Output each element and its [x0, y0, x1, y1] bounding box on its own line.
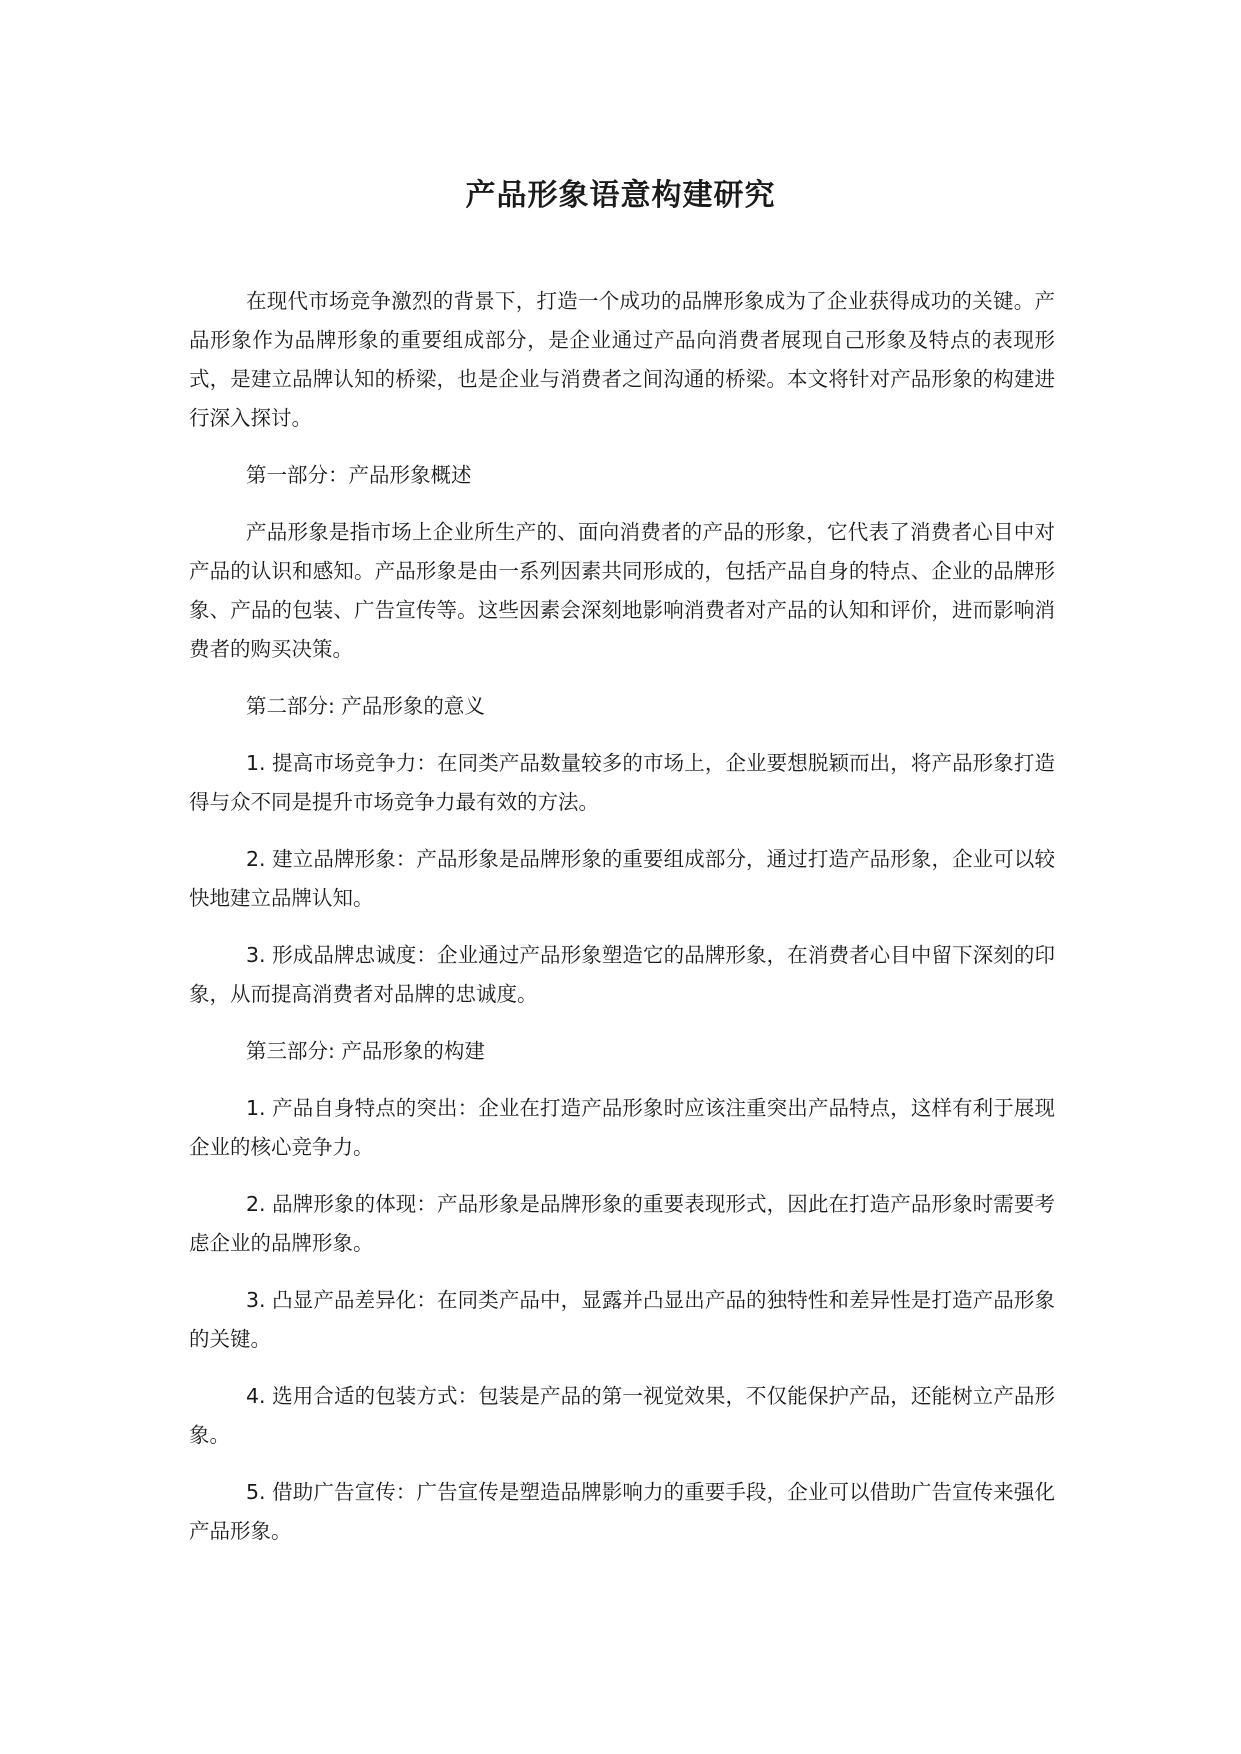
construction-item-1: 1. 产品自身特点的突出：企业在打造产品形象时应该注重突出产品特点，这样有利于展现企业的核心竞争力。 — [189, 1096, 1055, 1159]
section-heading-1: 第一部分：产品形象概述 — [246, 463, 472, 487]
document-title: 产品形象语意构建研究 — [465, 178, 776, 213]
intro-paragraph: 在现代市场竞争激烈的背景下，打造一个成功的品牌形象成为了企业获得成功的关键。产品形象作为品牌形象的重要组成部分，是企业通过产品向消费者展现自己形象及特点的表现形式，是建立品牌认知的桥梁，也是企业与消费者之间沟通的桥梁。本文将针对产品形象的构建进行深入探讨。 — [189, 289, 1055, 430]
section-heading-2: 第二部分: 产品形象的意义 — [246, 694, 485, 718]
significance-item-2: 2. 建立品牌形象：产品形象是品牌形象的重要组成部分，通过打造产品形象，企业可以较快地建立品牌认知。 — [189, 847, 1055, 910]
overview-paragraph: 产品形象是指市场上企业所生产的、面向消费者的产品的形象，它代表了消费者心目中对产品的认识和感知。产品形象是由一系列因素共同形成的，包括产品自身的特点、企业的品牌形象、产品的包装、广告宣传等。这些因素会深刻地影响消费者对产品的认知和评价，进而影响消费者的购买决策。 — [189, 520, 1055, 661]
significance-item-3: 3. 形成品牌忠诚度：企业通过产品形象塑造它的品牌形象，在消费者心目中留下深刻的印象，从而提高消费者对品牌的忠诚度。 — [189, 943, 1055, 1006]
section-heading-3: 第三部分: 产品形象的构建 — [246, 1039, 485, 1063]
construction-item-5: 5. 借助广告宣传：广告宣传是塑造品牌影响力的重要手段，企业可以借助广告宣传来强化产品形象。 — [189, 1480, 1055, 1543]
document-body — [189, 282, 1055, 1569]
construction-item-3: 3. 凸显产品差异化：在同类产品中，显露并凸显出产品的独特性和差异性是打造产品形象的关键。 — [189, 1288, 1055, 1351]
significance-item-1: 1. 提高市场竞争力：在同类产品数量较多的市场上，企业要想脱颖而出，将产品形象打造得与众不同是提升市场竞争力最有效的方法。 — [189, 751, 1055, 814]
construction-item-2: 2. 品牌形象的体现：产品形象是品牌形象的重要表现形式，因此在打造产品形象时需要考虑企业的品牌形象。 — [189, 1192, 1055, 1255]
construction-item-4: 4. 选用合适的包装方式：包装是产品的第一视觉效果，不仅能保护产品，还能树立产品形象。 — [189, 1384, 1055, 1447]
